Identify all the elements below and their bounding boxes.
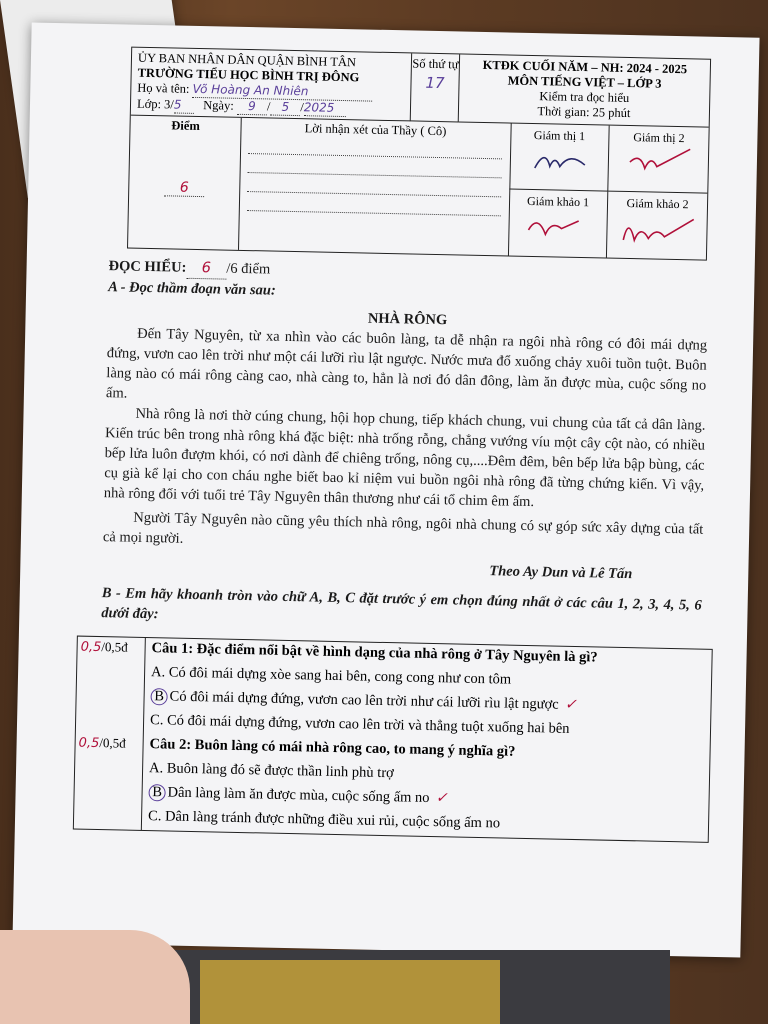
name-label: Họ và tên:: [137, 80, 190, 96]
signature-grid: [508, 124, 709, 260]
class-date-row: Lớp: 3/5 Ngày: 9 / 5 /2025: [137, 97, 404, 119]
comment-label: Lời nhận xét của Thầy ( Cô): [304, 121, 447, 139]
question-score: [77, 637, 145, 662]
order-number-value: 17: [425, 73, 445, 93]
check-mark-icon: ✓: [564, 696, 577, 714]
comment-cell: [238, 118, 512, 256]
date-year: 2025: [304, 100, 346, 117]
comment-line: [247, 192, 501, 216]
score-spacer: [76, 709, 144, 734]
school-name: TRƯỜNG TIỂU HỌC BÌNH TRỊ ĐÔNG: [137, 65, 360, 85]
supervisor-1-label: Giám thị 1: [533, 128, 586, 144]
question-text: Câu 2: Buôn làng có mái nhà rông cao, to mang ý nghĩa gì?: [149, 736, 516, 760]
cloth-background: [200, 960, 500, 1024]
date-label: Ngày:: [203, 98, 234, 113]
exam-time: Thời gian: 25 phút: [537, 104, 631, 121]
score-spacer: [74, 781, 142, 806]
section-b-heading: B - Em hãy khoanh tròn vào chữ A, B, C đặt trước ý em chọn đúng nhất ở các câu 1, 2, 3, 4, 5, 6 dưới đây:: [101, 585, 702, 623]
chosen-option-circle: B: [150, 688, 167, 705]
signature-mark: [625, 144, 696, 179]
passage-paragraph-3: Người Tây Nguyên nào cũng yêu thích nhà rông, ngôi nhà chung có sự góp sức xây dựng của tất cả mọi người.: [102, 509, 704, 547]
option-a[interactable]: A. Buôn làng đó sẽ được thần linh phù trợ: [148, 760, 394, 782]
score-value: 6: [164, 179, 204, 197]
question-table: [73, 636, 713, 843]
question-score-max: /0,5đ: [101, 639, 128, 655]
option-c[interactable]: C. Có đôi mái dựng đứng, vươn cao lên trời và thẳng tuột xuống hai bên: [149, 712, 570, 737]
district-name: ỦY BAN NHÂN DÂN QUẬN BÌNH TÂN: [137, 50, 357, 70]
check-mark-icon: ✓: [435, 790, 448, 807]
question-score: [75, 733, 143, 758]
exam-paper: [12, 22, 759, 957]
supervisor-2-label: Giám thị 2: [633, 130, 685, 146]
option-b-text: Dân làng làm ăn được mùa, cuộc sống ấm no: [167, 784, 430, 806]
question-score-value: 0,5: [80, 639, 102, 656]
score-spacer: [76, 685, 144, 710]
signature-mark: [523, 210, 584, 245]
score-cell: [128, 116, 242, 250]
question-score-max: /0,5đ: [99, 735, 126, 751]
option-b-text: Có đôi mái dựng đứng, vươn cao lên trời như cái lưỡi rìu lật ngược: [169, 688, 559, 713]
date-day: 9: [237, 99, 267, 116]
name-value: Võ Hoàng An Nhiên: [192, 82, 372, 102]
doc-hieu-total: /6 điểm: [226, 260, 271, 278]
signature-mark: [618, 210, 699, 252]
doc-hieu-label: ĐỌC HIỂU:: [108, 258, 187, 276]
hand-thumb: [0, 930, 190, 1024]
question-text: Câu 1: Đặc điểm nổi bật về hình dạng của nhà rông ở Tây Nguyên là gì?: [151, 640, 598, 666]
exam-subject: MÔN TIẾNG VIỆT – LỚP 3: [507, 73, 662, 91]
section-a-heading: A - Đọc thầm đoạn văn sau:: [108, 279, 276, 299]
exam-part: Kiểm tra đọc hiểu: [539, 89, 630, 106]
exam-info-cell: [459, 54, 710, 127]
reading-section: [101, 256, 709, 635]
doc-hieu-score: 6: [186, 258, 226, 280]
passage-paragraph-1: Đến Tây Nguyên, từ xa nhìn vào các buôn làng, ta dễ nhận ra ngôi nhà rông có đôi mái dựng đứng, vươn cao lên trời như một cái lưỡi rìu lật ngược. Nước mưa đổ xuống chảy xuôi tuồn tuột. Buôn làng nào có mái rông càng cao, nhà càng to, hẳn là nơi đó dân đông, làm ăn được mùa, cuộc sống no ấm.: [105, 325, 708, 402]
signature-mark: [530, 146, 591, 177]
student-info-cell: [131, 48, 412, 122]
score-label: Điểm: [171, 118, 200, 134]
score-spacer: [75, 757, 143, 782]
question-score-value: 0,5: [78, 735, 100, 752]
header-table: [127, 47, 711, 261]
class-value: 5: [174, 97, 194, 113]
score-row: [129, 179, 239, 198]
passage-source: Theo Ay Dun và Lê Tấn: [489, 563, 633, 583]
order-number-label: Số thứ tự: [412, 56, 459, 72]
examiner-2-label: Giám khảo 2: [626, 195, 689, 212]
option-c[interactable]: C. Dân làng tránh được những điều xui rủi, cuộc sống ấm no: [147, 808, 501, 832]
examiner-1-label: Giám khảo 1: [526, 193, 590, 210]
score-spacer: [74, 805, 142, 830]
date-month: 5: [270, 99, 300, 116]
passage-paragraph-2: Nhà rông là nơi thờ cúng chung, hội họp chung, tiếp khách chung, vui chung của tất cả dân làng. Kiến trúc bên trong nhà rông khá đặc biệt: nhà trống rỗng, chẳng vướng víu một cây cột nào, có nhiều bếp lửa luôn đượm khói, có nơi dành để chiêng trống, nông cụ,....Đêm đêm, bên bếp lửa bập bùng, các cụ già kể lại cho con cháu nghe biết bao kỉ niệm vui buồn ngôi nhà rông đã từng chứng kiến. Vì vậy, nhà rông đối với tuổi trẻ Tây Nguyên thân thương như cái tổ chim êm ấm.: [103, 405, 706, 511]
score-spacer: [77, 661, 145, 686]
exam-title: KTĐK CUỐI NĂM – NH: 2024 - 2025: [482, 57, 688, 77]
passage-title: NHÀ RÔNG: [367, 310, 448, 329]
option-a[interactable]: A. Có đôi mái dựng xòe sang hai bên, cong cong như con tôm: [150, 664, 512, 688]
order-number-cell: [411, 53, 460, 122]
class-label: Lớp: 3/: [136, 96, 175, 112]
chosen-option-circle: B: [148, 784, 165, 801]
